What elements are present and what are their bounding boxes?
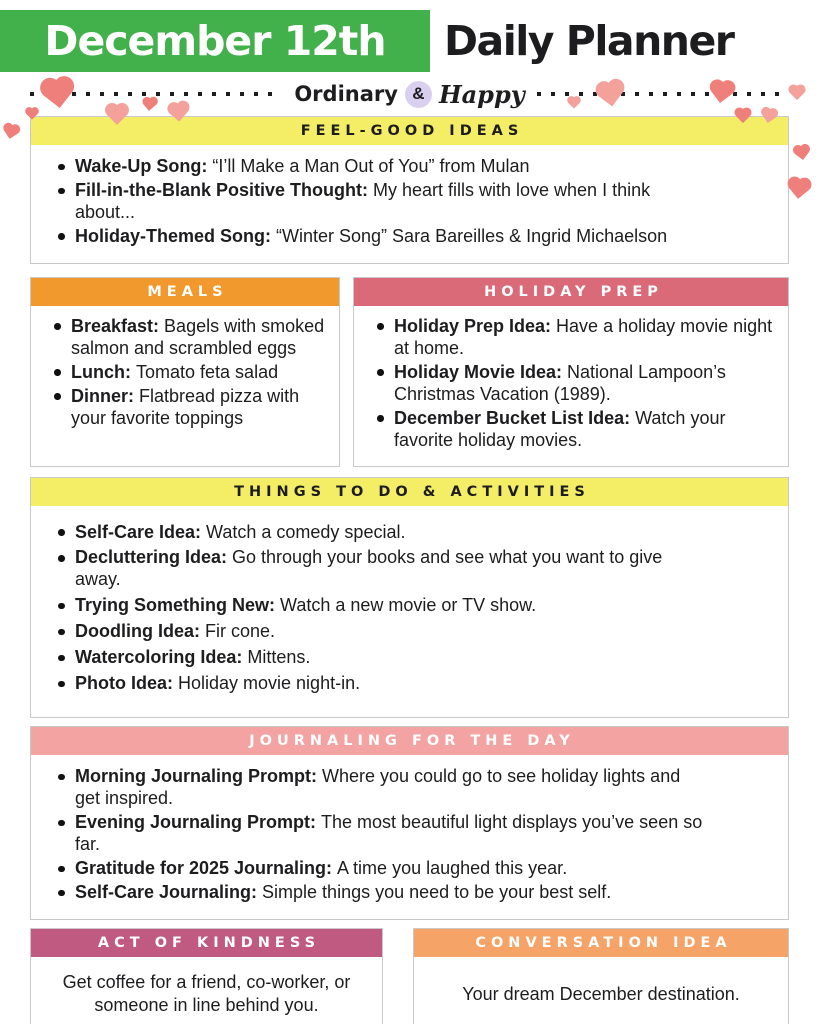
section-header-bar (31, 278, 339, 306)
date-text: December 12th (44, 17, 386, 65)
item-label: Doodling Idea: (75, 621, 205, 642)
item-label: Wake-Up Song: (75, 156, 213, 176)
section-things-to-do (30, 477, 789, 719)
item-label: Dinner: (71, 385, 140, 406)
masthead (0, 10, 819, 72)
section-conversation-idea (413, 928, 789, 1024)
list-item: Trying Something New: Watch a new movie or TV show. (51, 595, 704, 617)
list-item: Watercoloring Idea: Mittens. (51, 647, 704, 669)
list-item: Photo Idea: Holiday movie night-in. (51, 673, 704, 695)
item-label: Evening Journaling Prompt: (75, 812, 322, 833)
item-label: Holiday Movie Idea: (394, 361, 568, 382)
section-title: CONVERSATION IDEA (475, 934, 732, 951)
brand-second-word: Happy (438, 79, 525, 109)
idea-list (31, 306, 339, 444)
list-item: December Bucket List Idea: Watch your favorite holiday movies. (370, 408, 776, 452)
section-header-bar (354, 278, 788, 306)
item-label: Photo Idea: (75, 673, 178, 694)
idea-list (31, 145, 788, 263)
kindness-text: Get coffee for a friend, co-worker, or someone in line behind you. (62, 972, 351, 1015)
section-header-bar (31, 929, 382, 957)
section-header-bar (31, 117, 788, 145)
item-label: Decluttering Idea: (75, 547, 233, 568)
section-title: MEALS (147, 283, 228, 300)
section-title: ACT OF KINDNESS (97, 934, 321, 951)
list-item: Holiday Movie Idea: National Lampoon’s Christmas Vacation (1989). (370, 362, 776, 406)
list-item: Wake-Up Song: “I’ll Make a Man Out of You” from Mulan (51, 156, 704, 178)
section-meals (30, 277, 340, 467)
item-label: Holiday-Themed Song: (75, 225, 277, 246)
item-label: Holiday Prep Idea: (394, 315, 557, 336)
list-item: Doodling Idea: Fir cone. (51, 621, 704, 643)
item-label: Morning Journaling Prompt: (75, 766, 322, 787)
heart-icon (790, 86, 804, 100)
section-header-bar (31, 727, 788, 755)
list-item: Holiday Prep Idea: Have a holiday movie night at home. (370, 316, 776, 360)
list-item: Fill-in-the-Blank Positive Thought: My heart fills with love when I think about... (51, 180, 704, 224)
page-title: Daily Planner (444, 17, 734, 65)
section-feel-good-ideas (30, 116, 789, 264)
item-label: Gratitude for 2025 Journaling: (75, 858, 338, 879)
list-item: Evening Journaling Prompt: The most beautiful light displays you’ve seen so far. (51, 812, 704, 856)
section-holiday-prep (353, 277, 789, 467)
idea-list (31, 755, 788, 919)
item-label: December Bucket List Idea: (394, 407, 636, 428)
planner-content (0, 116, 819, 1024)
list-item: Lunch: Tomato feta salad (47, 362, 327, 384)
section-header-bar (31, 478, 788, 506)
section-title: FEEL-GOOD IDEAS (300, 123, 524, 139)
brand-first-word: Ordinary (294, 82, 398, 106)
item-label: Trying Something New: (75, 595, 281, 616)
list-item: Self-Care Journaling: Simple things you need to be your best self. (51, 882, 704, 904)
list-item: Gratitude for 2025 Journaling: A time you laughed this year. (51, 858, 704, 880)
item-label: Watercoloring Idea: (75, 647, 248, 668)
list-item: Decluttering Idea: Go through your books and see what you want to give away. (51, 547, 704, 591)
list-item: Morning Journaling Prompt: Where you could go to see holiday lights and get inspired. (51, 766, 704, 810)
list-item: Dinner: Flatbread pizza with your favorite toppings (47, 386, 327, 430)
item-label: Fill-in-the-Blank Positive Thought: (75, 179, 373, 200)
section-journaling (30, 726, 789, 920)
item-label: Self-Care Journaling: (75, 881, 263, 902)
heart-icon (143, 98, 156, 111)
brand-logo (294, 80, 524, 109)
list-item: Breakfast: Bagels with smoked salmon and scrambled eggs (47, 316, 327, 360)
idea-list (31, 506, 788, 718)
section-title: HOLIDAY PREP (484, 283, 663, 300)
section-header-bar (414, 929, 788, 957)
bottom-row (30, 928, 789, 1024)
two-column-row (30, 277, 789, 467)
conversation-text: Your dream December destination. (462, 983, 740, 1004)
item-label: Lunch: (71, 361, 136, 382)
section-title: JOURNALING FOR THE DAY (249, 733, 575, 750)
item-label: Self-Care Idea: (75, 521, 207, 542)
date-banner (0, 10, 430, 72)
list-item: Holiday-Themed Song: “Winter Song” Sara Bareilles & Ingrid Michaelson (51, 226, 704, 248)
item-label: Breakfast: (71, 315, 165, 336)
section-act-of-kindness (30, 928, 383, 1024)
idea-list (354, 306, 788, 466)
ampersand-badge: & (405, 81, 432, 108)
section-title: THINGS TO DO & ACTIVITIES (234, 483, 590, 500)
list-item: Self-Care Idea: Watch a comedy special. (51, 522, 704, 544)
